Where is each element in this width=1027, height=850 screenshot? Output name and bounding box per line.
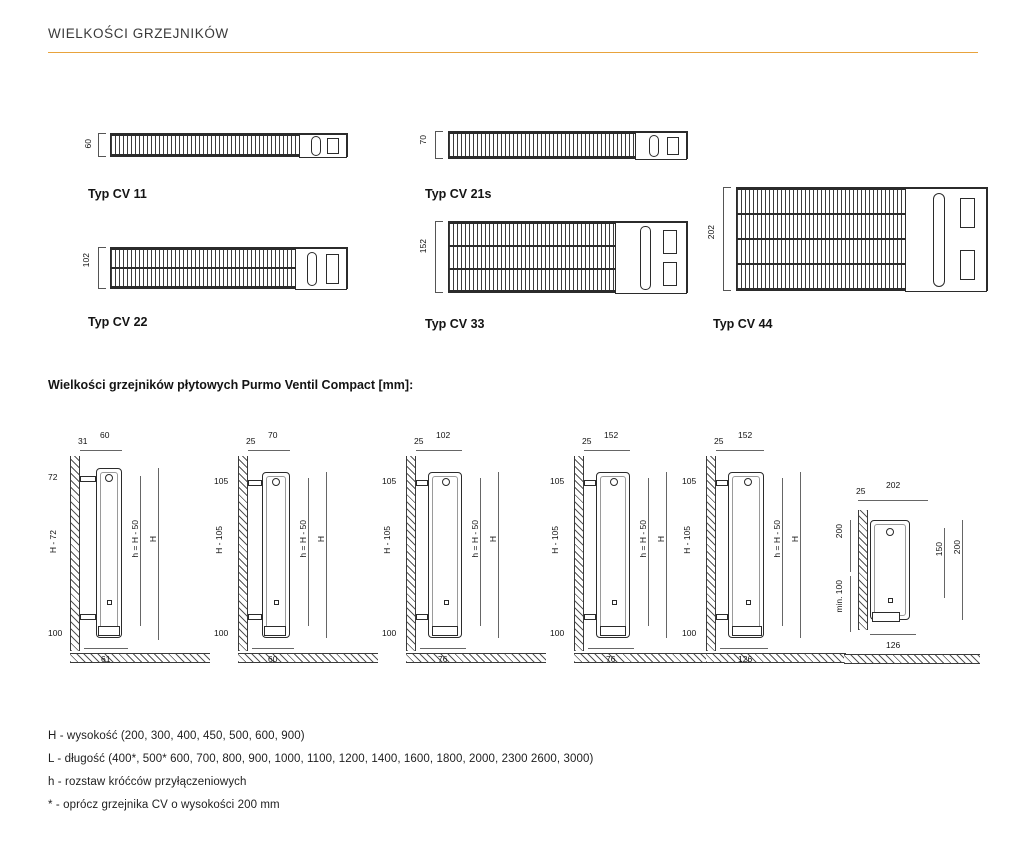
wall-hatch xyxy=(238,456,248,651)
dim-side-h: H - 105 xyxy=(682,526,692,554)
dim-tick xyxy=(98,156,106,157)
radiator-section-cv44 xyxy=(736,187,988,291)
valve-tail xyxy=(872,612,900,622)
valve-insert xyxy=(640,226,651,290)
dim-line xyxy=(944,528,945,598)
radiator-section-cv11 xyxy=(110,133,348,157)
dim-tick xyxy=(435,292,443,293)
dim-line xyxy=(84,648,128,649)
radiator-section-cv21s xyxy=(448,131,688,159)
dim-side-top: 105 xyxy=(382,476,397,486)
dim-line xyxy=(308,478,309,626)
dim-side-h: H - 105 xyxy=(382,526,392,554)
elevation-cv21s xyxy=(216,428,384,673)
connection-point-lower xyxy=(444,600,449,605)
floor-hatch xyxy=(706,653,846,663)
figure-label-cv21s: Typ CV 21s xyxy=(425,187,492,201)
dim-side-top: 105 xyxy=(214,476,229,486)
radiator-body-inner xyxy=(732,476,760,634)
connection-point-lower xyxy=(274,600,279,605)
dim-line xyxy=(80,450,96,451)
radiator-body xyxy=(596,472,630,638)
elevation-cv44 xyxy=(684,428,852,673)
wall-bracket xyxy=(584,480,596,486)
dim-line xyxy=(782,478,783,626)
wall-bracket xyxy=(80,476,96,482)
dim-inner-h: h = H - 50 xyxy=(772,520,782,558)
dim-line xyxy=(850,520,851,572)
dim-tick xyxy=(723,290,731,291)
valve-block xyxy=(635,132,687,160)
radiator-body xyxy=(428,472,462,638)
dim-line xyxy=(252,648,294,649)
dim-side-bottom: 100 xyxy=(550,628,565,638)
depth-label-cv33: 152 xyxy=(418,239,428,254)
dim-inner-H: H xyxy=(656,536,666,543)
valve-insert xyxy=(960,198,975,228)
detail-dim-top-left: 25 xyxy=(856,486,866,496)
dim-line xyxy=(800,472,801,638)
valve-insert xyxy=(663,262,677,286)
valve-tail xyxy=(264,626,286,636)
dim-top-right: 152 xyxy=(738,430,753,440)
floor-hatch xyxy=(70,653,210,663)
dim-line xyxy=(716,450,728,451)
detail-dim-top-right: 202 xyxy=(886,480,901,490)
wall-bracket xyxy=(584,614,596,620)
dim-line xyxy=(858,500,870,501)
cross-section-figures xyxy=(48,105,988,360)
dim-top-right: 102 xyxy=(436,430,451,440)
dim-top-left: 31 xyxy=(78,436,88,446)
valve-insert xyxy=(326,254,339,284)
connection-point xyxy=(610,478,618,486)
wall-bracket xyxy=(416,614,428,620)
detail-dim-bottom: 126 xyxy=(886,640,901,650)
dim-tick xyxy=(723,187,731,188)
wall-hatch xyxy=(706,456,716,651)
wall-hatch xyxy=(70,456,80,651)
dim-line xyxy=(416,450,428,451)
dim-inner-H: H xyxy=(316,536,326,543)
valve-insert xyxy=(960,250,975,280)
note-spacing: h - rozstaw króćców przyłączeniowych xyxy=(48,776,247,788)
dim-line xyxy=(723,187,724,291)
dim-side-h: H - 105 xyxy=(214,526,224,554)
dim-line xyxy=(480,478,481,626)
dim-top-right: 60 xyxy=(100,430,110,440)
wall-hatch xyxy=(406,456,416,651)
dim-line xyxy=(498,472,499,638)
figure-label-cv44: Typ CV 44 xyxy=(713,317,773,331)
dim-side-h: H - 105 xyxy=(550,526,560,554)
dim-inner-H: H xyxy=(790,536,800,543)
wall-bracket xyxy=(248,480,262,486)
dim-bottom: 61 xyxy=(101,654,111,664)
dim-tick xyxy=(98,133,106,134)
connection-point-lower xyxy=(107,600,112,605)
dim-side-top: 72 xyxy=(48,472,58,482)
dim-top-left: 25 xyxy=(714,436,724,446)
radiator-body-inner xyxy=(432,476,458,634)
dim-top-right: 152 xyxy=(604,430,619,440)
valve-insert xyxy=(311,136,321,156)
dim-tick xyxy=(435,131,443,132)
note-height: H - wysokość (200, 300, 400, 450, 500, 600, 900) xyxy=(48,730,305,742)
valve-insert xyxy=(933,193,945,287)
dim-side-bottom: 100 xyxy=(48,628,63,638)
dim-line xyxy=(420,648,466,649)
dim-line xyxy=(584,450,596,451)
dim-line xyxy=(98,133,99,157)
dim-inner-H: H xyxy=(148,536,158,543)
dim-bottom: 76 xyxy=(438,654,448,664)
radiator-section-cv33 xyxy=(448,221,688,293)
dim-line xyxy=(158,468,159,640)
valve-tail xyxy=(98,626,120,636)
figure-label-cv22: Typ CV 22 xyxy=(88,315,148,329)
dim-line xyxy=(962,520,963,620)
dim-line xyxy=(428,450,462,451)
dim-inner-H: H xyxy=(488,536,498,543)
dim-top-left: 25 xyxy=(414,436,424,446)
radiator-body xyxy=(262,472,290,638)
depth-label-cv11: 60 xyxy=(83,139,93,149)
figure-label-cv33: Typ CV 33 xyxy=(425,317,485,331)
dim-line xyxy=(870,500,928,501)
valve-tail xyxy=(600,626,626,636)
connection-point xyxy=(744,478,752,486)
dim-side-h: H - 72 xyxy=(48,530,58,554)
detail-dim-inner: 150 xyxy=(934,542,944,557)
header-divider xyxy=(48,52,978,53)
detail-dim-outer: 200 xyxy=(952,540,962,555)
page-header xyxy=(48,26,978,53)
note-length: L - długość (400*, 500* 600, 700, 800, 900, 1000, 1100, 1200, 1400, 1600, 1800, 2000, 2300 2600, 3000) xyxy=(48,753,594,765)
radiator-body-inner xyxy=(600,476,626,634)
dim-inner-h: h = H - 50 xyxy=(298,520,308,558)
wall-bracket xyxy=(80,614,96,620)
radiator-section-cv22 xyxy=(110,247,348,289)
dim-side-top: 105 xyxy=(550,476,565,486)
radiator-body-inner xyxy=(100,472,118,634)
detail-dim-left: 200 xyxy=(834,524,844,539)
dim-tick xyxy=(98,247,106,248)
connection-point xyxy=(886,528,894,536)
radiator-body-inner xyxy=(266,476,286,634)
dim-side-top: 105 xyxy=(682,476,697,486)
wall-bracket xyxy=(416,480,428,486)
dim-line xyxy=(435,131,436,159)
valve-block xyxy=(299,134,347,158)
dim-line xyxy=(248,450,262,451)
connection-point xyxy=(442,478,450,486)
radiator-body xyxy=(96,468,122,638)
detail-drawing-cv44 xyxy=(830,480,990,670)
dim-top-right: 70 xyxy=(268,430,278,440)
dim-tick xyxy=(98,288,106,289)
wall-bracket xyxy=(716,614,728,620)
dim-line xyxy=(728,450,764,451)
connection-point-lower xyxy=(746,600,751,605)
valve-insert xyxy=(307,252,317,286)
valve-insert xyxy=(667,137,679,155)
dim-line xyxy=(262,450,290,451)
section-caption: Wielkości grzejników płytowych Purmo Ventil Compact [mm]: xyxy=(48,378,414,392)
connection-point-lower xyxy=(888,598,893,603)
dim-line xyxy=(98,247,99,289)
floor-hatch xyxy=(238,653,378,663)
wall-hatch xyxy=(858,510,868,630)
wall-bracket xyxy=(248,614,262,620)
elevation-cv22 xyxy=(384,428,552,673)
dim-top-left: 25 xyxy=(246,436,256,446)
note-exception: * - oprócz grzejnika CV o wysokości 200 mm xyxy=(48,799,280,811)
connection-point-lower xyxy=(612,600,617,605)
valve-tail xyxy=(732,626,762,636)
figure-label-cv11: Typ CV 11 xyxy=(88,187,147,201)
dim-line xyxy=(588,648,634,649)
dim-inner-h: h = H - 50 xyxy=(470,520,480,558)
dim-bottom: 60 xyxy=(268,654,278,664)
dim-line xyxy=(326,472,327,638)
wall-hatch xyxy=(574,456,584,651)
dim-line xyxy=(666,472,667,638)
dim-line xyxy=(596,450,630,451)
dim-inner-h: h = H - 50 xyxy=(130,520,140,558)
valve-insert xyxy=(663,230,677,254)
dim-top-left: 25 xyxy=(582,436,592,446)
page-title: WIELKOŚCI GRZEJNIKÓW xyxy=(48,26,229,41)
dim-side-bottom: 100 xyxy=(682,628,697,638)
valve-insert xyxy=(649,135,659,157)
floor-hatch xyxy=(406,653,546,663)
detail-dim-min: min. 100 xyxy=(834,580,844,613)
depth-label-cv44: 202 xyxy=(706,225,716,240)
dim-line xyxy=(850,576,851,632)
connection-point xyxy=(272,478,280,486)
dim-line xyxy=(140,476,141,626)
depth-label-cv22: 102 xyxy=(81,253,91,268)
dim-line xyxy=(435,221,436,293)
dim-side-bottom: 100 xyxy=(382,628,397,638)
valve-insert xyxy=(327,138,339,154)
dim-line xyxy=(96,450,122,451)
elevation-cv11 xyxy=(48,428,216,673)
dim-inner-h: h = H - 50 xyxy=(638,520,648,558)
valve-tail xyxy=(432,626,458,636)
wall-bracket xyxy=(716,480,728,486)
dim-bottom: 126 xyxy=(738,654,753,664)
dim-line xyxy=(870,634,916,635)
radiator-body xyxy=(728,472,764,638)
dim-tick xyxy=(435,221,443,222)
dim-line xyxy=(720,648,768,649)
footnotes xyxy=(48,730,948,822)
dim-line xyxy=(648,478,649,626)
connection-point xyxy=(105,474,113,482)
dim-bottom: 76 xyxy=(606,654,616,664)
dim-side-bottom: 100 xyxy=(214,628,229,638)
dim-tick xyxy=(435,158,443,159)
valve-block xyxy=(295,248,347,290)
depth-label-cv21s: 70 xyxy=(418,135,428,145)
floor-hatch xyxy=(844,654,980,664)
